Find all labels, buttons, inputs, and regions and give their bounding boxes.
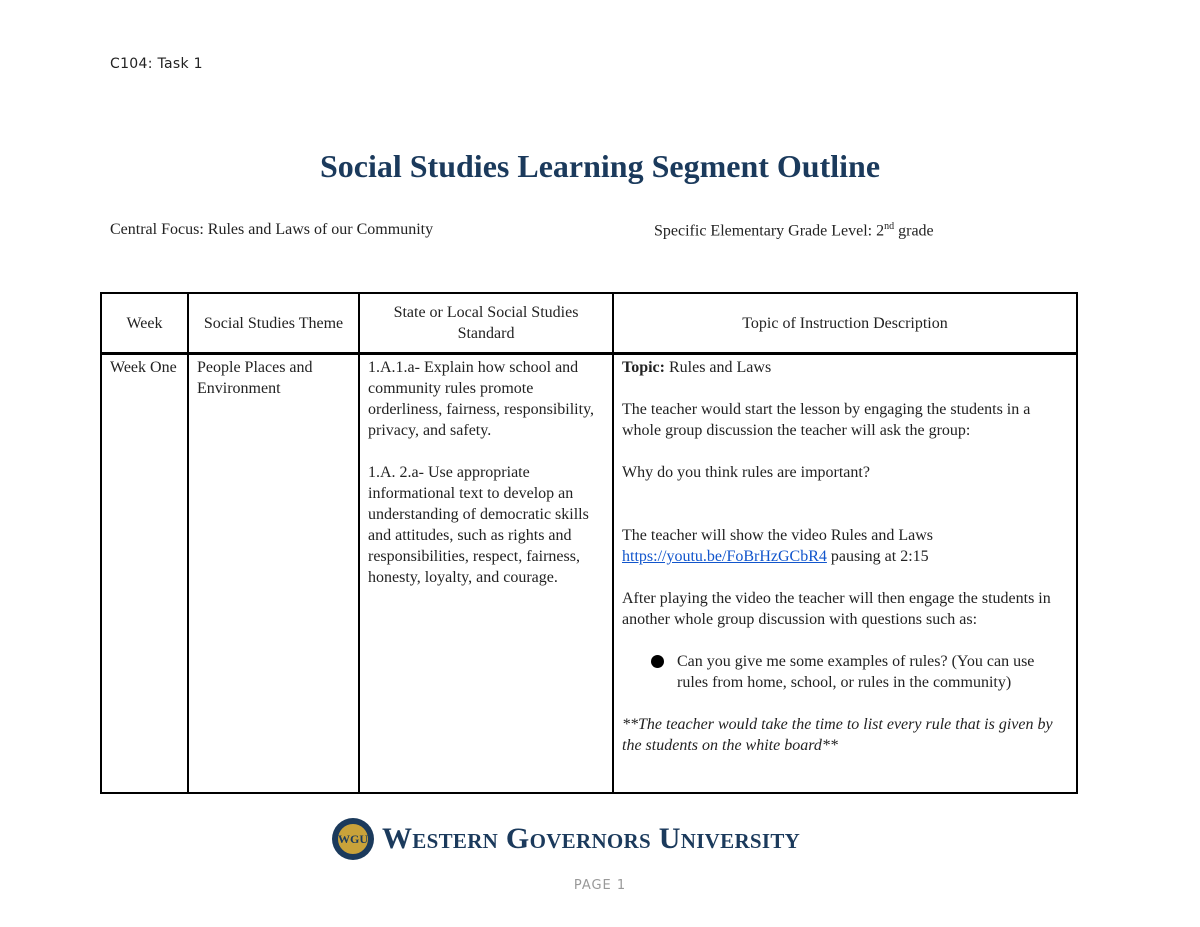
grade-level xyxy=(654,221,934,240)
header-standard: State or Local Social Studies Standard xyxy=(359,293,613,354)
intro-paragraph: The teacher would start the lesson by engaging the students in a whole group discussion the teacher will ask the group: xyxy=(622,401,1031,439)
topic-line xyxy=(622,357,1068,378)
cell-topic xyxy=(613,354,1077,794)
video-text: The teacher will show the video Rules and Laws xyxy=(622,527,934,544)
cell-theme: People Places and Environment xyxy=(188,354,359,794)
grade-suffix: nd xyxy=(884,221,895,232)
cell-week: Week One xyxy=(101,354,188,794)
header-week: Week xyxy=(101,293,188,354)
video-paragraph xyxy=(622,525,1068,567)
standard-2: 1.A. 2.a- Use appropriate informational text to develop an understanding of democratic skills and attitudes, such as rights and responsibilities, respect, fairness, honesty, loyalty, and courage. xyxy=(368,464,589,586)
central-focus: Central Focus: Rules and Laws of our Community xyxy=(110,221,434,238)
standard-1: 1.A.1.a- Explain how school and community rules promote orderliness, fairness, responsibility, privacy, and safety. xyxy=(368,359,595,439)
table-row xyxy=(101,354,1077,794)
wgu-logo xyxy=(332,818,800,860)
list-item xyxy=(677,651,1068,693)
page-title: Social Studies Learning Segment Outline xyxy=(319,148,881,184)
question-list xyxy=(622,651,1068,693)
video-link[interactable]: https://youtu.be/FoBrHzGCbR4 xyxy=(622,548,827,565)
discussion-paragraph: After playing the video the teacher will then engage the students in another whole group discussion with questions such as: xyxy=(622,590,1051,628)
bullet-text: Can you give me some examples of rules? (You can use rules from home, school, or rules in the community) xyxy=(677,653,1035,691)
document-header-label: C104: Task 1 xyxy=(110,56,203,72)
header-topic: Topic of Instruction Description xyxy=(613,293,1077,354)
page-number: PAGE 1 xyxy=(573,878,627,893)
seal-mark: WGU xyxy=(337,823,369,855)
header-theme: Social Studies Theme xyxy=(188,293,359,354)
bullet-icon xyxy=(651,655,664,668)
topic-value: Rules and Laws xyxy=(664,359,772,376)
outline-table xyxy=(100,292,1078,794)
topic-label: Topic: xyxy=(622,359,665,376)
wgu-seal-icon xyxy=(332,818,374,860)
cell-standard xyxy=(359,354,613,794)
video-suffix: pausing at 2:15 xyxy=(826,548,929,565)
teacher-note: **The teacher would take the time to list every rule that is given by the students on the white board** xyxy=(622,716,1053,754)
question-paragraph: Why do you think rules are important? xyxy=(622,464,870,481)
table-header-row xyxy=(101,293,1077,354)
grade-word: grade xyxy=(894,222,934,240)
grade-label: Specific Elementary Grade Level: 2 xyxy=(654,222,885,240)
wgu-wordmark: Western Governors University xyxy=(382,822,801,855)
